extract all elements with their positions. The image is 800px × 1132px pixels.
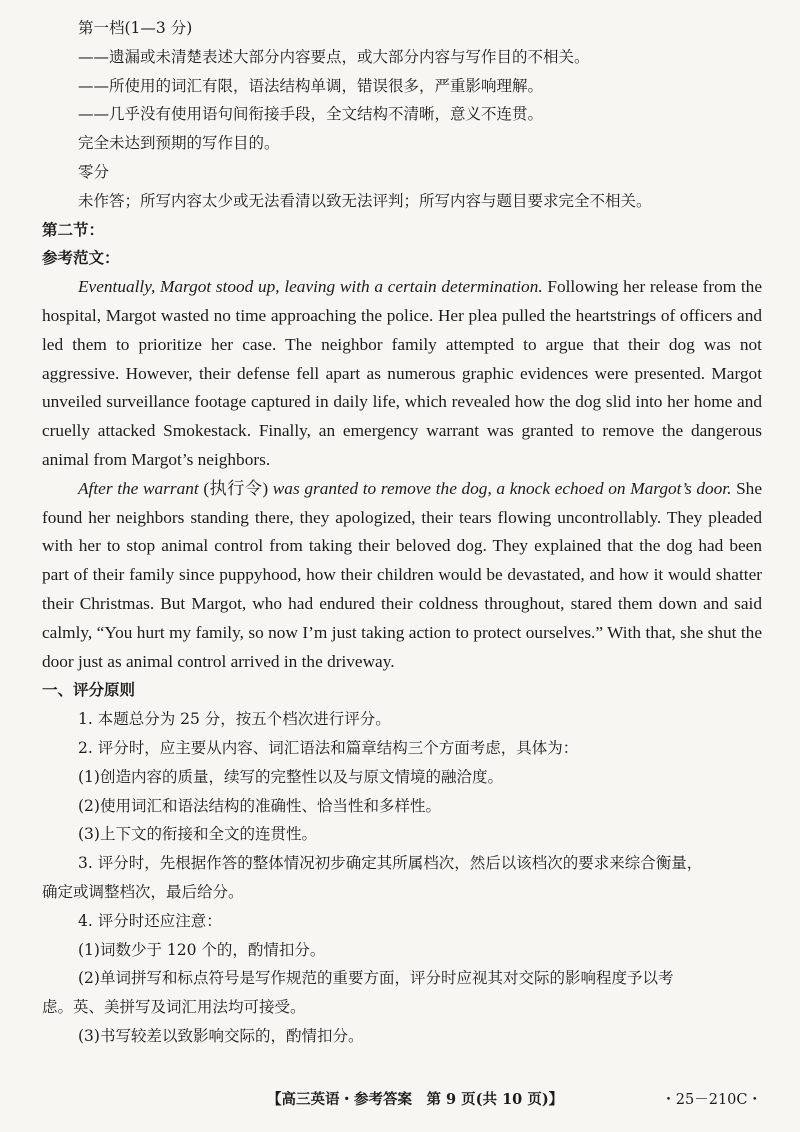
principle-subitem: (3)上下文的衔接和全文的连贯性。	[78, 825, 317, 844]
paragraph-2-lead-b: was granted to remove the dog, a knock echoed on Margot’s door.	[272, 478, 732, 498]
principle-item: 2. 评分时，应主要从内容、词汇语法和篇章结构三个方面考虑，具体为：	[78, 738, 579, 757]
grading-level-1-item: ——所使用的词汇有限，语法结构单调，错误很多，严重影响理解。	[78, 76, 544, 95]
principle-item: 4. 评分时还应注意：	[78, 911, 222, 930]
principle-subitem: (1)创造内容的质量，续写的完整性以及与原文情境的融洽度。	[78, 767, 503, 786]
paragraph-1-body: Following her release from the hospital, Margot wasted no time approaching the police. Her plea pulled the heartstrings of officers and led them to prioritize her case. The neighbor family attempted to argue that their dog was not aggressive. However, their defense fell apart as numerous graphic evidences were presented. Margot unveiled surveillance footage captured in daily life, which revealed how the dog slid into her home and cruelly attacked Smokestack. Finally, an emergency warrant was granted to remove the dangerous animal from Margot’s neighbors.	[42, 277, 762, 469]
grading-level-1-item: ——遗漏或未清楚表述大部分内容要点，或大部分内容与写作目的不相关。	[78, 47, 590, 66]
footer-page-info: 【高三英语・参考答案 第 9 页(共 10 页)】	[267, 1091, 564, 1108]
principle-note-continued: 虑。英、美拼写及词汇用法均可接受。	[42, 998, 306, 1017]
paragraph-1-lead: Eventually, Margot stood up, leaving with a certain determination.	[78, 277, 543, 297]
grading-level-1-item: ——几乎没有使用语句间衔接手段，全文结构不清晰，意义不连贯。	[78, 105, 544, 124]
paragraph-2-lead-a: After the warrant	[78, 478, 199, 498]
paragraph-2-body: She found her neighbors standing there, they apologized, their tears flowing uncontrollably. They pleaded with her to stop animal control from taking their beloved dog. They explained that the dog had been part of their family since puppyhood, how their children would be devastated, and how it would shatter their Christmas. But Margot, who had endured their coldness throughout, stared them down and said calmly, “You hurt my family, so now I’m just taking action to protect ourselves.” With that, she shut the door just as animal control arrived in the driveway.	[42, 478, 762, 671]
principle-item: 3. 评分时，先根据作答的整体情况初步确定其所属档次，然后以该档次的要求来综合衡量，	[78, 854, 703, 873]
sample-paragraph-2	[42, 475, 762, 677]
grading-level-1-title: 第一档(1—3 分)	[78, 19, 193, 37]
sample-essay-heading: 参考范文：	[42, 248, 120, 268]
sample-paragraph-1	[42, 273, 762, 475]
principle-note: (3)书写较差以致影响交际的，酌情扣分。	[78, 1026, 364, 1045]
principle-note: (2)单词拼写和标点符号是写作规范的重要方面，评分时应视其对交际的影响程度予以考	[78, 969, 674, 988]
principle-note: (1)词数少于 120 个的，酌情扣分。	[78, 940, 326, 959]
zero-level-title: 零分	[78, 162, 110, 181]
principle-item: 1. 本题总分为 25 分，按五个档次进行评分。	[78, 710, 391, 729]
grading-level-1-item: 完全未达到预期的写作目的。	[78, 134, 280, 153]
principle-subitem: (2)使用词汇和语法结构的准确性、恰当性和多样性。	[78, 796, 441, 815]
footer-exam-code: ・25－210C・	[661, 1092, 762, 1108]
principle-item-continued: 确定或调整档次，最后给分。	[42, 882, 244, 901]
paragraph-2-lead-cn: (执行令)	[203, 478, 269, 498]
section-2-heading: 第二节：	[42, 219, 105, 239]
zero-level-text: 未作答；所写内容太少或无法看清以致无法评判；所写内容与题目要求完全不相关。	[78, 191, 652, 210]
grading-principles-heading: 一、评分原则	[42, 680, 136, 700]
answer-key-page	[42, 14, 762, 1051]
